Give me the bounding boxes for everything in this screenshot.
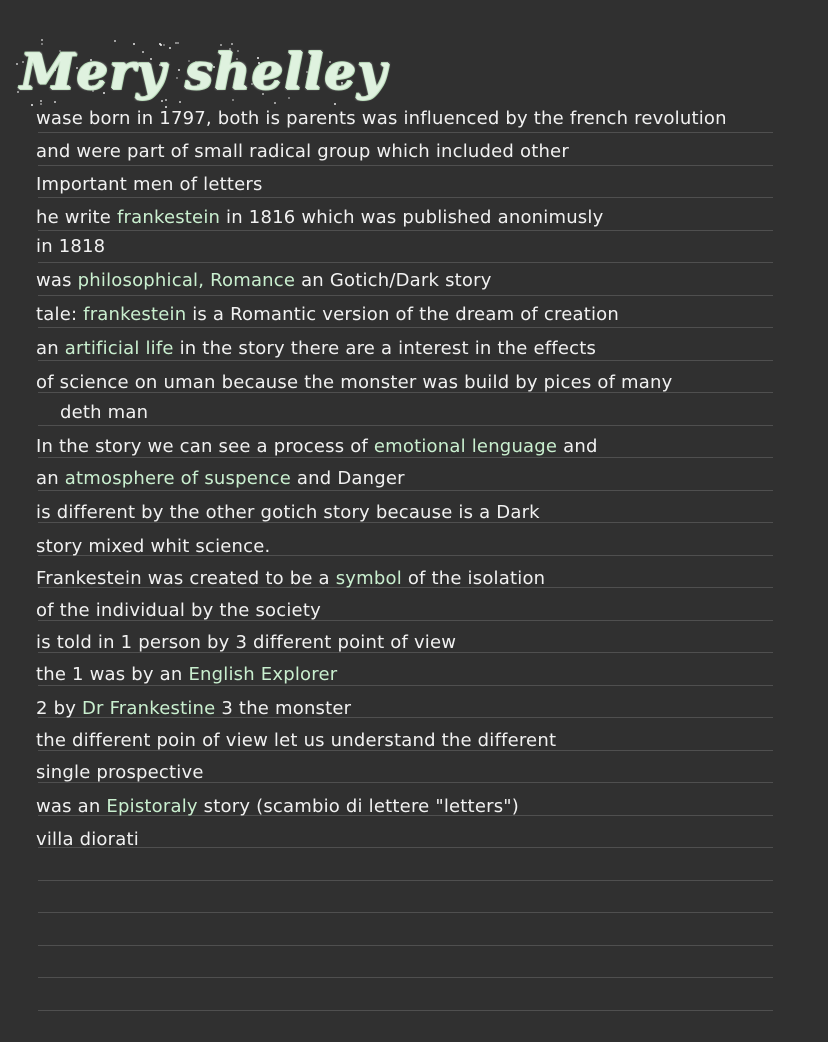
ruled-line xyxy=(38,1010,773,1011)
note-line: was philosophical, Romance an Gotich/Dark story xyxy=(36,270,492,291)
note-line: Important men of letters xyxy=(36,174,263,195)
ruled-line xyxy=(38,945,773,946)
ruled-line xyxy=(38,490,773,491)
sparkle-dot xyxy=(31,104,33,106)
note-line: he write frankestein in 1816 which was published anonimusly xyxy=(36,207,604,228)
sparkle-dot xyxy=(274,102,276,104)
note-line: is told in 1 person by 3 different point of view xyxy=(36,632,457,653)
ruled-line xyxy=(38,912,773,913)
ruled-line xyxy=(38,165,773,166)
note-line: story mixed whit science. xyxy=(36,536,271,557)
ruled-line xyxy=(38,197,773,198)
ruled-line xyxy=(38,847,773,848)
note-line: 2 by Dr Frankestine 3 the monster xyxy=(36,698,352,719)
note-line: and were part of small radical group which included other xyxy=(36,141,569,162)
note-line: Frankestein was created to be a symbol of the isolation xyxy=(36,568,546,589)
note-line: tale: frankestein is a Romantic version of the dream of creation xyxy=(36,304,619,325)
ruled-line xyxy=(38,425,773,426)
note-line: the 1 was by an English Explorer xyxy=(36,664,338,685)
note-line: of the individual by the society xyxy=(36,600,321,621)
sparkle-dot xyxy=(40,103,42,105)
note-line: wase born in 1797, both is parents was influenced by the french revolution xyxy=(36,108,727,129)
sparkle-dot xyxy=(17,91,19,93)
note-line: was an Epistoraly story (scambio di lettere "letters") xyxy=(36,796,519,817)
ruled-line xyxy=(38,327,773,328)
note-line: of science on uman because the monster was build by pices of many xyxy=(36,372,673,393)
note-line: single prospective xyxy=(36,762,204,783)
ruled-line xyxy=(38,262,773,263)
title-area xyxy=(14,38,388,114)
note-line: an atmosphere of suspence and Danger xyxy=(36,468,405,489)
sparkle-dot xyxy=(16,63,18,65)
ruled-line xyxy=(38,230,773,231)
note-line: villa diorati xyxy=(36,829,139,850)
sparkle-dot xyxy=(41,39,43,41)
note-line: an artificial life in the story there are a interest in the effects xyxy=(36,338,597,359)
sparkle-dot xyxy=(334,103,336,105)
ruled-line xyxy=(38,977,773,978)
note-line: in 1818 xyxy=(36,236,106,257)
note-line: the different poin of view let us understand the different xyxy=(36,730,557,751)
ruled-line xyxy=(38,132,773,133)
ruled-line xyxy=(38,880,773,881)
note-line: is different by the other gotich story because is a Dark xyxy=(36,502,540,523)
note-line: In the story we can see a process of emotional lenguage and xyxy=(36,436,598,457)
note-line: deth man xyxy=(60,402,149,423)
page-title: Mery shelley xyxy=(20,42,388,101)
ruled-line xyxy=(38,360,773,361)
ruled-line xyxy=(38,295,773,296)
